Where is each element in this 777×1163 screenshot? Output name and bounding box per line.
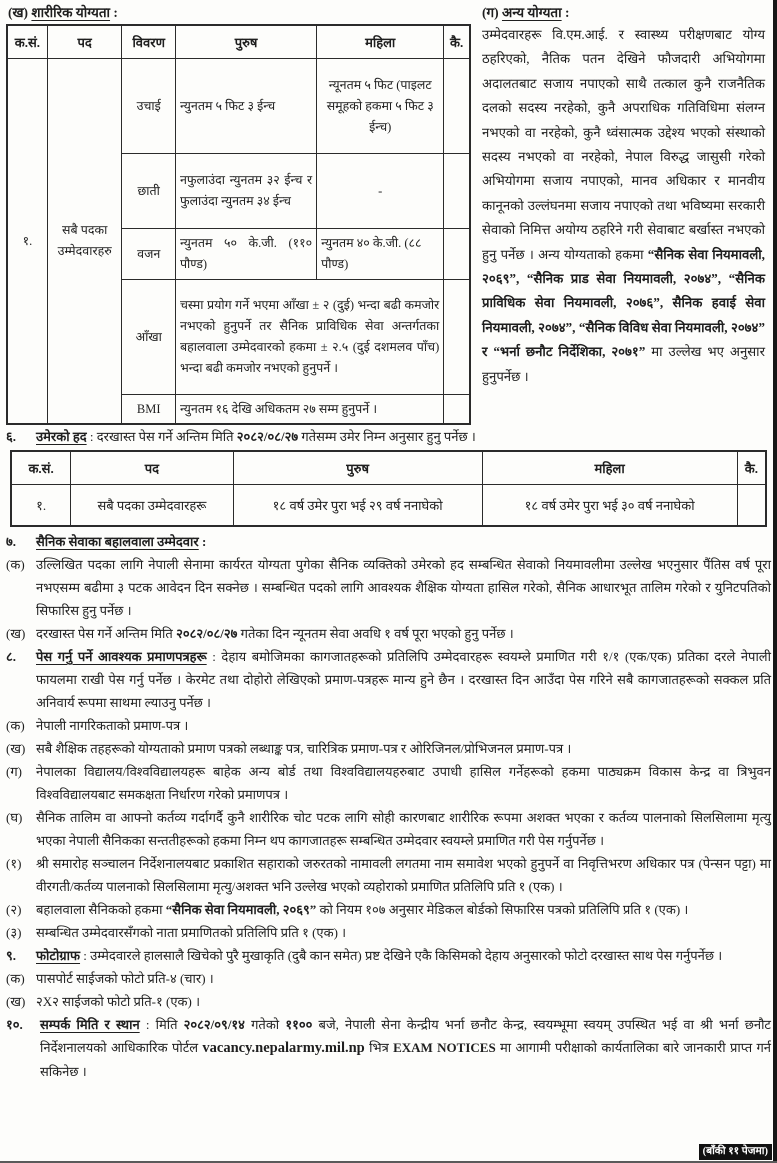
phys-bmi-text-cell: न्युनतम १६ देखि अधिकतम २७ सम्म हुनुपर्ने । [175,395,443,425]
item-8-3-label: (३) [6,925,22,940]
section-10-tail: मा आगामी परीक्षाको कार्यतालिका बारे जानकारी प्राप्त गर्न सकिनेछ । [40,1040,771,1079]
section-ga-colon: : [561,5,570,20]
phys-eye-label-cell: आँखा [122,280,175,395]
phys-height-row [7,59,470,154]
section-kha-title: शारीरिक योग्यता [31,5,111,20]
section-6-text-post: गतेसम्म उमेर निम्न अनुसार हुनु पर्नेछ । [298,429,476,444]
section-8-intro: : देहाय बमोजिमका कागजातहरूको प्रतिलिपि उम्मेदवारहरू स्वयम्ले प्रमाणित गरी १/१ (एक/एक) प्रतिका दरले नेपाली फायलमा राखी पेस गर्नु पर्नेछ । केरमेट तथा दोहोरो लेखिएको प्रमाण-पत्रहरू मान्य हुने छैन । दरखास्त दिन आउँदा पेस गरिने सबै कागजातहरूको सक्कल प्रति अनिवार्य रूपमा साथमा ल्याउनु पर्नेछ । [36,649,771,710]
contact-heading [6,1013,771,1083]
other-qualification-text: उम्मेदवारहरू वि.एम.आई. र स्वास्थ्य परीक्षणबाट योग्य ठहरिएको, नैतिक पतन देखिने फौजदारी अभियोगमा अदालतबाट सजाय नपाएको साथै तत्काल कुनै राजनैतिक दलको सदस्य नरहेको, कुनै अपराधिक गतिविधिमा संलग्न नभएको वा नरहेको, कुनै ध्वंसात्मक उद्देश्य भएको संस्थाको सदस्य नभएको वा नरहेको, नेपाल विरुद्ध जासुसी गरेको अभियोगमा सजाय नपाएको, मानव अधिकार र मानवीय कानूनको उल्लंघनमा सजाय नपाएको तथा भविष्यमा सरकारी सेवाको निमित्त अयोग्य ठहरिने गरी सेवाबाट बर्खास्त नभएको हुनु पर्नेछ । अन्य योग्यताको हकमा [482,27,765,262]
other-qualification-tail: मा उल्लेख भए अनुसार हुनुपर्नेछ । [482,344,765,384]
other-qualification-heading [482,3,765,21]
age-table-header-row [11,451,766,485]
section-10-mid3: भित्र [364,1040,394,1055]
vacancy-portal-url: vacancy.nepalarmy.mil.np [202,1040,365,1056]
phys-chest-remark-cell [444,154,470,229]
item-8a-text: नेपाली नागरिकताको प्रमाण-पत्र । [36,718,189,733]
phys-eye-text-cell: चस्मा प्रयोग गर्ने भएमा आँखा ± २ (दुई) भन्दा बढी कमजोर नभएको हुनुपर्ने तर सैनिक प्राविधिक सेवा अन्तर्गतका बहालवाला उम्मेदवारको हकमा ± २.५ (दुई दशमलव पाँच) भन्दा बढी कमजोर नभएको हुनुपर्ने । [175,280,443,395]
item-9b-label: (ख) [6,994,26,1009]
contact-time: ११०० [285,1017,313,1032]
age-post-cell: सबै पदका उम्मेदवारहरू [71,485,234,527]
certificates-subitem-2 [6,898,771,921]
phys-chest-female-cell: - [317,154,444,229]
item-9b-text: २X२ साईजको फोटो प्रति-१ (एक) । [36,994,201,1009]
item-8c-text: नेपालका विद्यालय/विश्वविद्यालयहरू बाहेक अन्य बोर्ड तथा विश्वविद्यालयहरुबाट उपाधी हासिल गर्नेहरूको हकमा पाठ्यक्रम विकास केन्द्र वा त्रिभुवन विश्वविद्यालयबाट समकक्षता निर्धारण गरेको प्रमाणपत्र । [36,764,771,802]
section-9-intro: : उम्मेदवारले हालसालै खिचेको पुरै मुखाकृति (दुबै कान समेत) प्रष्ट देखिने एकै किसिमको देहाय अनुसारको फोटो दरखास्त साथ पेस गर्नुपर्नेछ । [80,948,723,963]
item-8b-text: सबै शैक्षिक तहहरूको योग्यताको प्रमाण पत्रको लब्धाङ्क पत्र, चारित्रिक प्रमाण-पत्र र ओरिजिनल/प्रोभिजनल प्रमाण-पत्र । [36,741,572,756]
physical-qualification-heading [8,3,473,21]
section-8-title: पेस गर्नु पर्ने आवश्यक प्रमाणपत्रहरू [36,649,207,664]
certificates-item-ka [6,714,771,737]
item-8-2-label: (२) [6,902,22,917]
section-10-mid1: गतेको [244,1017,286,1032]
item-7b-text-post: गतेका दिन न्यूनतम सेवा अवधि १ वर्ष पूरा भएको हुनु पर्नेछ । [237,626,514,641]
item-8b-label: (ख) [6,741,26,756]
section-7-number: ७. [6,534,17,549]
phys-chest-male-cell: नफुलाउंदा न्युनतम ३२ ईन्च र फुलाउंदा न्युनतम ३४ ईन्च [175,154,316,229]
other-qualification-column [473,2,771,389]
section-serving-candidates [6,530,771,645]
item-7a-text: उल्लिखित पदका लागि नेपाली सेनामा कार्यरत योग्यता पुगेका सैनिक व्यक्तिको उमेरको हद सम्बन्धित सेवाको नियमावलीमा उल्लेख भएनुसार पैंतिस वर्ष पूरा नभएसम्म बढीमा ३ पटक आवेदन दिन सक्नेछ । सम्बन्धित पदको लागि आवश्यक शैक्षिक योग्यता हासिल गरेको, सैनिक आधारभूत तालिम गरेको र युनिटपतिको सिफारिस हुनु पर्नेछ । [36,557,771,618]
age-header-sn: क.सं. [11,451,71,485]
physical-qualification-table [6,24,471,425]
section-9-number: ९. [6,948,17,963]
phys-height-male-cell: न्युनतम ५ फिट ३ ईन्च [175,59,316,154]
phys-sn-cell: १. [7,59,47,425]
required-certificates-heading [6,645,771,714]
section-ga-label: (ग) [482,5,499,20]
phys-header-post: पद [47,25,122,59]
phys-post-cell: सबै पदका उम्मेदवारहरु [47,59,122,425]
phys-bmi-label-cell: BMI [122,395,175,425]
item-7b-label: (ख) [6,626,26,641]
section-10-mid2: बजे, नेपाली सेना केन्द्रीय भर्ना छनौट केन्द्र, स्वयम्भूमा स्वयम् उपस्थित भई वा श्री भर्ना छनौट निर्देशनालयको आधिकारिक पोर्टल [40,1017,771,1055]
age-limit-heading [6,425,771,448]
application-deadline-date: २०८२/०८/२७ [236,429,299,444]
age-header-post: पद [71,451,234,485]
age-limit-table [10,450,767,527]
section-10-text-pre: : मिति [139,1017,184,1032]
phys-height-remark-cell [444,59,470,154]
photograph-item-kha [6,990,771,1013]
age-header-remark: कै. [737,451,766,485]
phys-weight-female-cell: न्युनतम ४० के.जी. (८८ पौण्ड) [317,229,444,280]
section-required-certificates [6,645,771,944]
section-kha-label: (ख) [8,5,29,20]
phys-weight-remark-cell [444,229,470,280]
phys-weight-label-cell: वजन [122,229,175,280]
item-7b-date: २०८२/०८/२७ [176,626,238,641]
section-6-number: ६. [6,429,17,444]
section-contact-date-place [6,1013,771,1083]
serving-candidates-item-kha [6,622,771,645]
certificates-item-gha [6,806,771,852]
item-8-2-text-post: को नियम १०७ अनुसार मेडिकल बोर्डको सिफारिस पत्रको प्रतिलिपि प्रति १ (एक) । [316,902,689,917]
item-8a-label: (क) [6,718,25,733]
section-age-limit [6,425,771,527]
phys-header-female: महिला [317,25,444,59]
phys-header-sn: क.सं. [7,25,47,59]
item-8-1-label: (१) [6,856,22,871]
section-10-title: सम्पर्क मिति र स्थान [40,1017,140,1032]
remaining-pages-badge: (बाँकी ११ पेजमा) [699,1144,772,1160]
item-7a-label: (क) [6,557,25,572]
age-sn-cell: १. [11,485,71,527]
serving-candidates-item-ka [6,553,771,622]
item-8-2-regulation-bold: “सैनिक सेवा नियमावली, २०६९” [165,902,317,917]
photograph-heading [6,944,771,967]
phys-chest-label-cell: छाती [122,154,175,229]
scanned-page-edge [773,0,777,1163]
serving-candidates-heading [6,530,771,553]
regulation-names-bold: “सैनिक सेवा नियमावली, २०६९”, “सैनिक प्राड सेवा नियमावली, २०७४”, “सैनिक प्राविधिक सेवा नियमावली, २०७६”, सैनिक हवाई सेवा नियमावली, २०७४”, “सैनिक विविध सेवा नियमावली, २०७४” र “भर्ना छनौट निर्देशिका, २०७१” [482,246,765,360]
section-9-title: फोटोग्राफ [36,948,81,963]
certificates-subitem-3 [6,921,771,944]
photograph-item-ka [6,967,771,990]
age-header-male: पुरुष [233,451,482,485]
section-10-number: १०. [6,1017,23,1032]
item-7b-text-pre: दरखास्त पेस गर्ने अन्तिम मिति [36,626,177,641]
phys-height-label-cell: उचाई [122,59,175,154]
item-8-2-text-pre: बहालवाला सैनिकको हकमा [36,902,166,917]
physical-qualification-column [6,2,473,425]
age-header-female: महिला [482,451,737,485]
section-7-colon: : [198,534,207,549]
item-9a-label: (क) [6,971,25,986]
phys-table-header-row [7,25,470,59]
section-8-number: ८. [6,649,17,664]
item-8-3-text: सम्बन्धित उम्मेदवारसँगको नाता प्रमाणितको प्रतिलिपि प्रति १ (एक) । [36,925,347,940]
section-ga-title: अन्य योग्यता [501,5,562,20]
phys-header-male: पुरुष [175,25,316,59]
section-kha-colon: : [110,5,118,20]
phys-header-remark: कै. [444,25,470,59]
age-table-data-row [11,485,766,527]
age-female-cell: १८ वर्ष उमेर पुरा भई ३० वर्ष ननाघेको [482,485,737,527]
item-8c-label: (ग) [6,764,22,779]
contact-date: २०८२/०९/१४ [183,1017,245,1032]
section-photograph [6,944,771,1013]
item-8-1-text: श्री समारोह सञ्चालन निर्देशनालयबाट प्रकाशित सहाराको जरुरतको नामावली लगतमा नाम समावेश भएको हुनुपर्ने वा निवृत्तिभरण अधिकार पत्र (पेन्सन पट्टा) मा वीरगती/कर्तव्य पालनाको सिलसिलामा मृत्यु/अशक्त भनि उल्लेख भएको व्यहोराको प्रमाणित प्रतिलिपि प्रति १ (एक) । [36,856,771,894]
certificates-subitem-1 [6,852,771,898]
top-two-column-area [6,2,771,425]
exam-notices-label: EXAM NOTICES [393,1040,496,1055]
phys-height-female-cell: न्यूनतम ५ फिट (पाइलट समूहको हकमा ५ फिट ३ ईन्च) [317,59,444,154]
age-male-cell: १८ वर्ष उमेर पुरा भई २९ वर्ष ननाघेको [233,485,482,527]
phys-bmi-remark-cell [444,395,470,425]
item-8d-text: सैनिक तालिम वा आफ्नो कर्तव्य गर्दागर्दै कुनै शारीरिक चोट पटक लागि सोही कारणबाट शारीरिक रूपमा अशक्त भएका र कर्तव्य पालनाको सिलसिलामा मृत्यु भएका नेपाली सैनिकका सन्ततीहरूको हकमा निम्न थप कागजातहरू सम्बन्धित उम्मेदवार स्वयम्ले प्रमाणित गरी पेस गर्नुपर्नेछ । [36,810,771,848]
phys-weight-male-cell: न्युनतम ५० के.जी. (११० पौण्ड) [175,229,316,280]
age-remark-cell [737,485,766,527]
item-9a-text: पासपोर्ट साईजको फोटो प्रति-४ (चार) । [36,971,214,986]
certificates-item-kha [6,737,771,760]
phys-eye-remark-cell [444,280,470,395]
certificates-item-ga [6,760,771,806]
other-qualification-body [482,23,765,389]
item-8d-label: (घ) [6,810,23,825]
section-6-text-pre: : दरखास्त पेस गर्ने अन्तिम मिति [86,429,237,444]
phys-header-detail: विवरण [122,25,175,59]
section-7-title: सैनिक सेवाका बहालवाला उम्मेदवार [36,534,199,549]
section-6-title: उमेरको हद [36,429,87,444]
